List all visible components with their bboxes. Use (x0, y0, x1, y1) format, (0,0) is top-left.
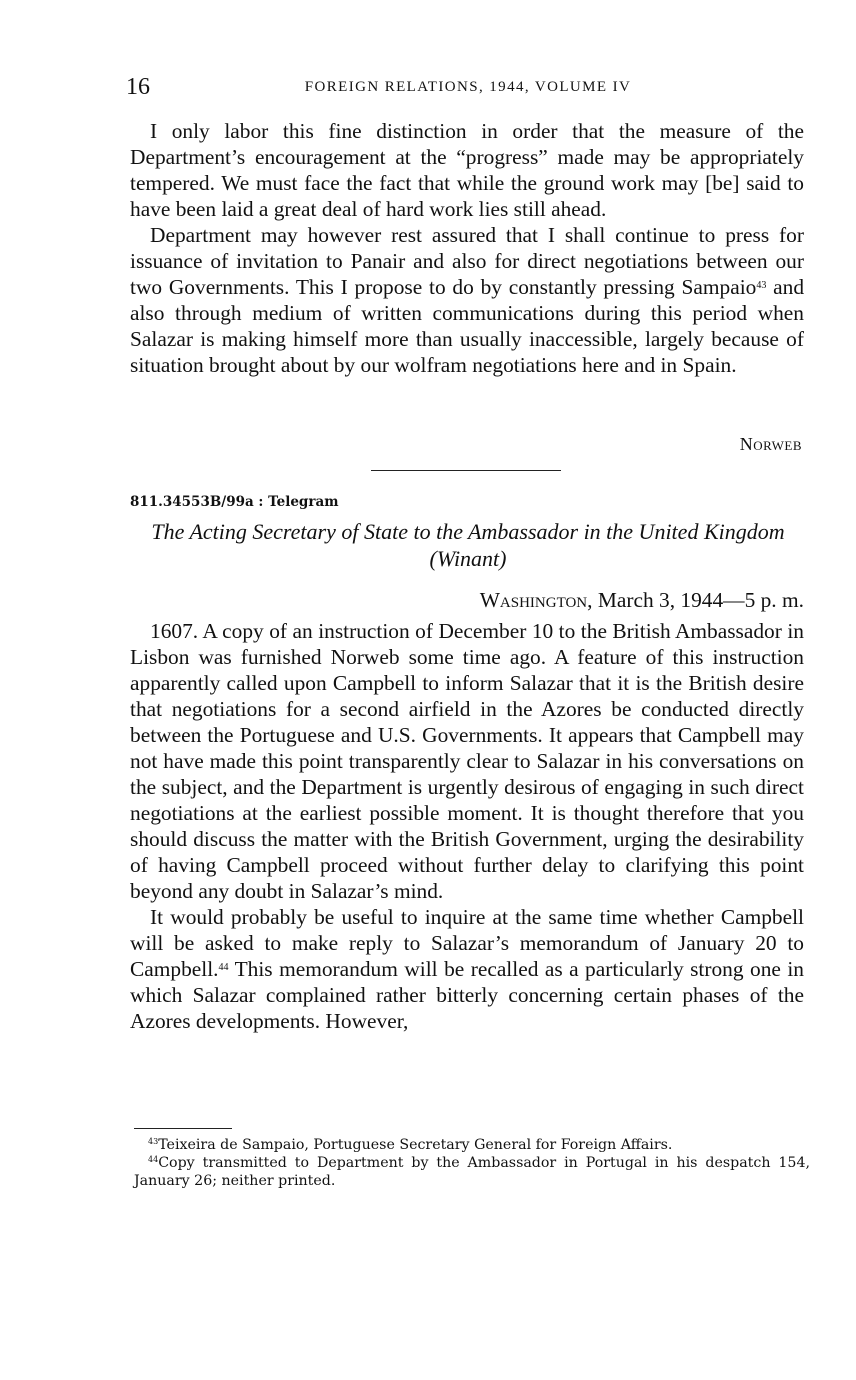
dateline-date: , March 3, 1944—5 p. m. (587, 588, 804, 612)
paragraph (130, 222, 804, 378)
footnote-marker: 43 (148, 1137, 159, 1146)
footnote (134, 1136, 810, 1154)
page-header (126, 74, 810, 104)
footnote-rule (134, 1128, 232, 1129)
separator-rule (371, 470, 561, 471)
paragraph-text: Department may however rest assured that I shall continue to press for issuance of invitation to Panair and also for direct negotiations between our two Governments. This I propose to do by constantly pressing Sampaio (130, 223, 804, 299)
footnote-text: Copy transmitted to Department by the Ambassador in Portugal in his despatch 154, January 26; neither printed. (134, 1155, 810, 1189)
signature: Norweb (739, 434, 802, 454)
paragraph: 1607. A copy of an instruction of December 10 to the British Ambassador in Lisbon was furnished Norweb some time ago. A feature of this instruction apparently called upon Campbell to inform Salazar that it is the British desire that negotiations for a second airfield in the Azores be conducted directly between the Portuguese and U.S. Governments. It appears that Campbell may not have made this point transparently clear to Salazar in his conversations on the subject, and the Department is urgently desirous of engaging in such direct negotiations at the earliest possible moment. It is thought therefore that you should discuss the matter with the British Government, urging the desirability of having Campbell proceed without further delay to clarifying this point beyond any doubt in Salazar’s mind. (130, 619, 804, 903)
document-body (130, 618, 804, 1034)
paragraph-text: This memorandum will be recalled as a particularly strong one in which Salazar complained rather bitterly concerning certain phases of the Azores developments. However, (130, 957, 804, 1033)
running-head: FOREIGN RELATIONS, 1944, VOLUME IV (304, 79, 632, 95)
footnote-ref: 43 (756, 280, 767, 291)
footnote-text: Teixeira de Sampaio, Portuguese Secretary General for Foreign Affairs. (158, 1137, 673, 1153)
document-title: The Acting Secretary of State to the Ambassador in the United Kingdom (Winant) (151, 519, 785, 571)
page-number: 16 (126, 74, 150, 100)
paragraph-text: and also through medium of written communications during this period when Salazar is making himself more than usually inaccessible, largely because of situation brought about by our wolfram negotiations here and in Spain. (130, 275, 805, 377)
previous-document-body (130, 118, 804, 378)
footnote (134, 1154, 810, 1190)
paragraph-text: It would probably be useful to inquire at the same time whether Campbell will be asked to make reply to Salazar’s memorandum of January 20 to Campbell. (130, 905, 804, 981)
paragraph (130, 904, 804, 1034)
dateline (480, 588, 804, 613)
footnote-marker: 44 (148, 1155, 159, 1164)
footnotes (134, 1136, 810, 1190)
paragraph: I only labor this fine distinction in order that the measure of the Department’s encouragement at the “progress” made may be appropriately tempered. We must face the fact that while the ground work may [be] said to have been laid a great deal of hard work lies still ahead. (130, 119, 804, 221)
dateline-place: Washington (479, 588, 588, 612)
footnote-ref: 44 (218, 962, 229, 973)
file-reference: 811.34553B/99a : Telegram (130, 494, 339, 510)
